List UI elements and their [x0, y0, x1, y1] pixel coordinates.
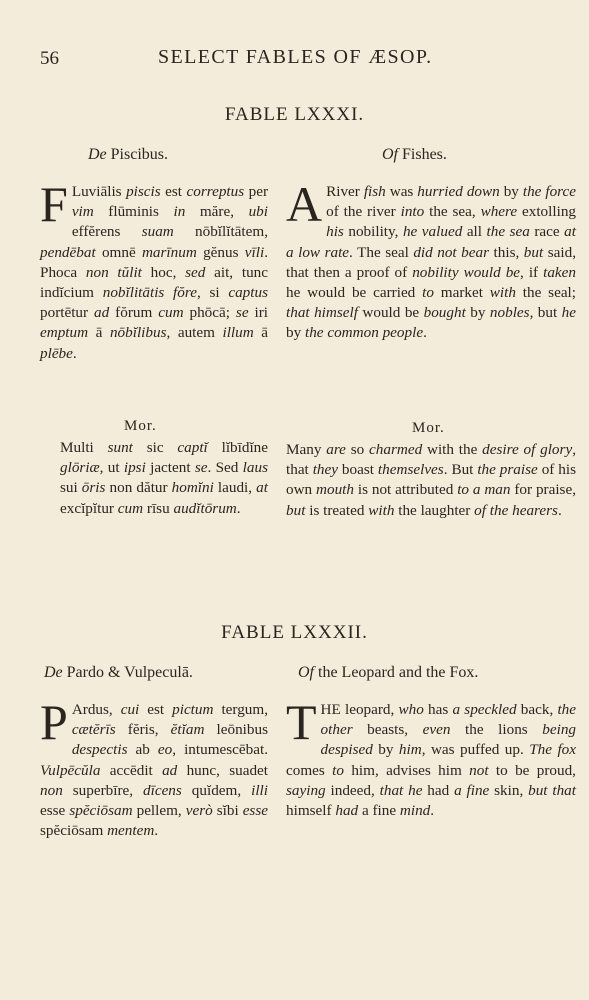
dropcap: F: [40, 176, 68, 232]
page-number: 56: [40, 48, 59, 69]
subtitle-of: Of: [382, 146, 398, 163]
fable-81-latin-subtitle: [88, 146, 168, 164]
english-moral-paragraph: Many are so charmed with the desire of glory, that they boast themselves. But the praise of his own mouth is not attributed to a man for praise, but is treated with the laughter of the hearers.: [286, 441, 576, 519]
subtitle-de: De: [44, 664, 63, 681]
dropcap: A: [286, 176, 323, 232]
fable-82-latin-text: [40, 694, 269, 841]
subtitle-english-name: Fishes.: [402, 146, 447, 163]
subtitle-latin-name: Pardo & Vulpeculā.: [66, 664, 193, 681]
fable-81-latin-text: [40, 176, 269, 364]
fable-82-english-subtitle: [298, 664, 478, 682]
fable-82-title: FABLE LXXXII.: [221, 622, 368, 643]
subtitle-of: Of: [298, 664, 314, 681]
fable-81-english-moral: [286, 440, 576, 521]
subtitle-de: De: [88, 146, 107, 163]
fable-81-latin-moral-title: Mor.: [124, 418, 157, 434]
fable-81-english-moral-title: Mor.: [412, 420, 445, 436]
page-header: [40, 46, 560, 72]
fable-82-english-text: [286, 694, 577, 821]
dropcap: P: [40, 694, 68, 750]
dropcap: T: [286, 694, 317, 750]
latin-paragraph: Luviālis piscis est correptus per vim flūminis in măre, ubi effĕrens suam nōbĭlĭtātem, pendēbat omnē marīnum gĕnus vīli. Phoca non tŭlit hoc, sed ait, tunc indĭcium nobĭlitātis fŏre, si captus portētur ad fŏrum cum phōcā; se iri emptum ā nōbĭlibus, autem illum ā plēbe.: [40, 183, 269, 362]
latin-paragraph: Ardus, cui est pictum tergum, cætĕrīs fĕris, ĕtĭam leōnibus despectis ab eo, intumescēbat. Vulpēcŭla accēdit ad hunc, suadet non superbīre, dīcens quĭdem, illi esse spĕciōsam pellem, verò sĭbi esse spĕciōsam mentem.: [40, 701, 269, 840]
latin-moral-paragraph: Multi sunt sic captĭ lĭbīdĭne glōriæ, ut ipsi jactent se. Sed laus sui ōris non dătur homĭni laudi, at excĭpĭtur cum rīsu audĭtōrum.: [60, 439, 268, 517]
fable-81-english-subtitle: [382, 146, 447, 164]
fable-81-title: FABLE LXXXI.: [224, 104, 365, 125]
english-paragraph: HE leopard, who has a speckled back, the other beasts, even the lions being despised by him, was puffed up. The fox comes to him, advises him not to be proud, saying indeed, that he had a fine skin, but that himself had a fine mind.: [286, 701, 577, 820]
english-paragraph: River fish was hurried down by the force of the river into the sea, where extolling his nobility, he valued all the sea race at a low rate. The seal did not bear this, but said, that then a proof of nobility would be, if taken he would be carried to market with the seal; that himself would be bought by nobles, but he by the common people.: [286, 183, 577, 342]
running-title: SELECT FABLES OF ÆSOP.: [158, 46, 433, 68]
subtitle-latin-name: Piscibus.: [110, 146, 168, 163]
fable-81-latin-moral: [60, 438, 268, 519]
fable-81-english-text: [286, 176, 577, 344]
subtitle-english-name: the Leopard and the Fox.: [318, 664, 479, 681]
fable-82-latin-subtitle: [44, 664, 193, 682]
